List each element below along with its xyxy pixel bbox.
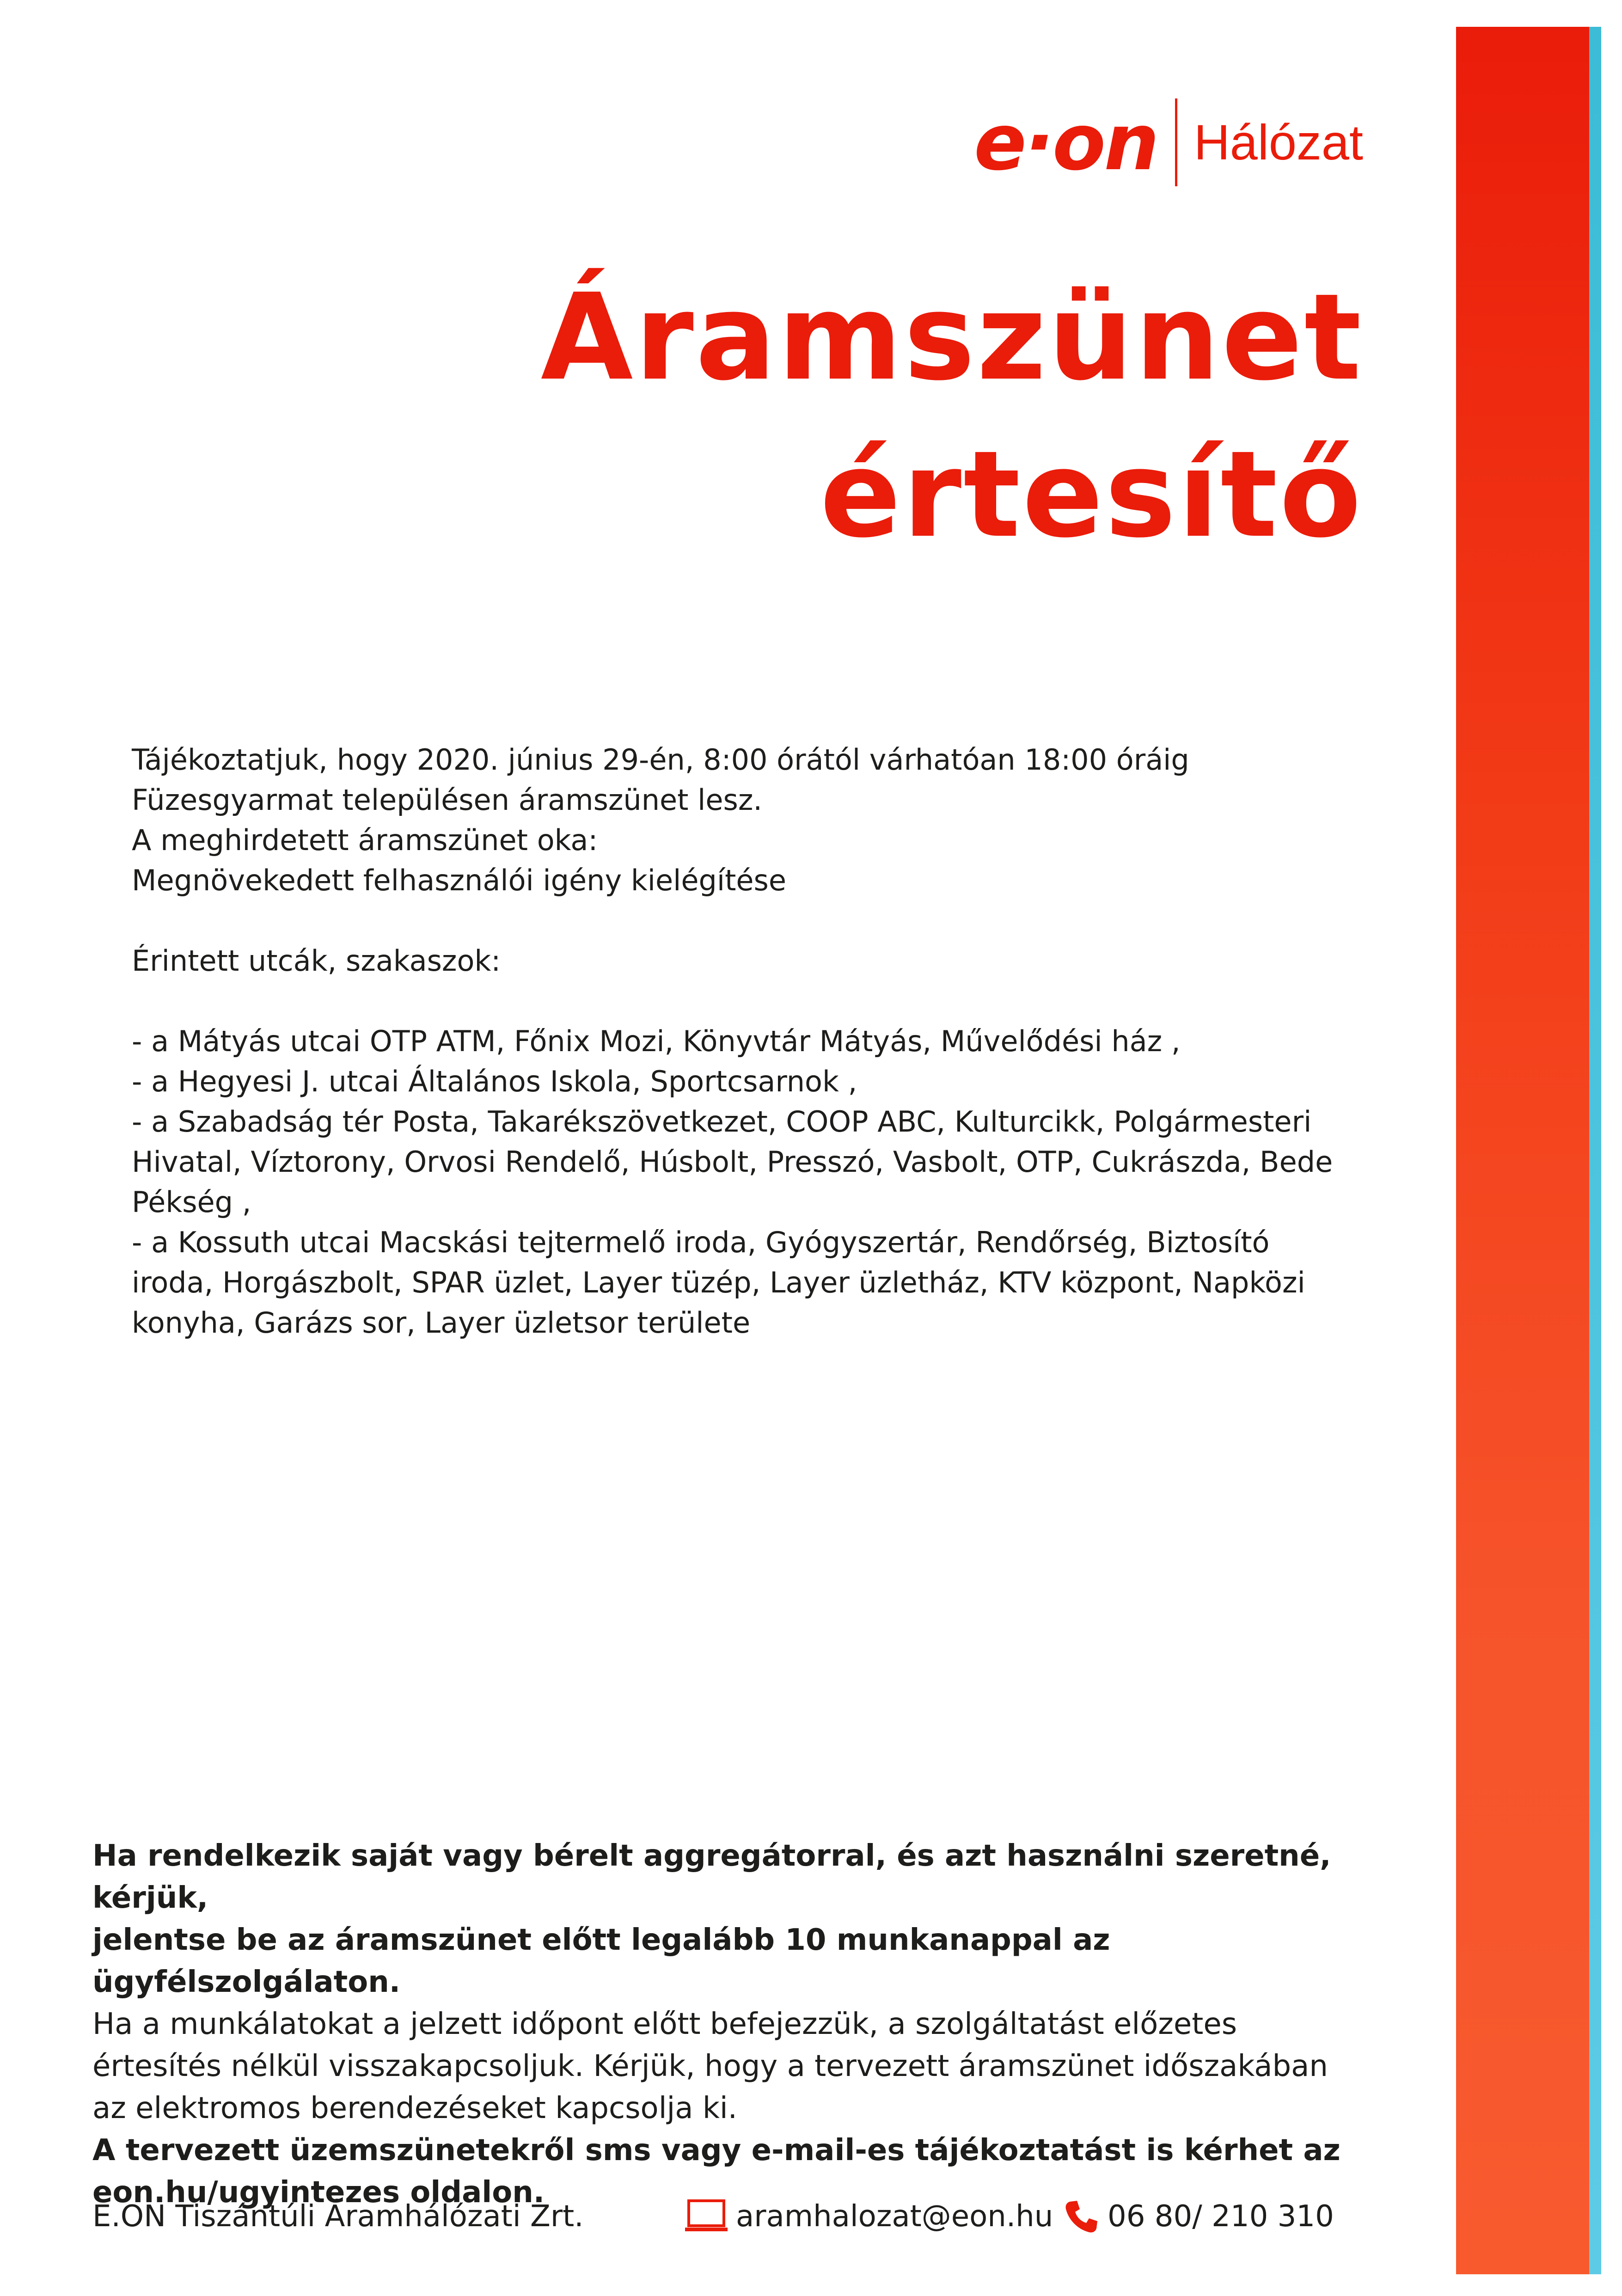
- notice-bold-line: jelentse be az áramszünet előtt legalább 10 munkanappal az ügyfélszolgálaton.: [92, 1923, 1110, 1999]
- notice-line: az elektromos berendezéseket kapcsolja ki.: [92, 2091, 737, 2125]
- street-line: - a Mátyás utcai OTP ATM, Főnix Mozi, Könyvtár Mátyás, Művelődési ház ,: [132, 1024, 1181, 1058]
- title-line-1: Áramszünet: [540, 268, 1363, 407]
- phone-contact[interactable]: [1063, 2191, 1334, 2242]
- spacer: [132, 981, 1343, 1021]
- laptop-icon: [684, 2198, 728, 2235]
- generator-notice: [92, 1835, 1387, 2214]
- phone-number[interactable]: 06 80/ 210 310: [1108, 2199, 1334, 2234]
- notice-line: értesítés nélkül visszakapcsoljuk. Kérjük, hogy a tervezett áramszünet időszakában: [92, 2049, 1328, 2083]
- streets-heading: Érintett utcák, szakaszok:: [132, 944, 501, 978]
- page-title: [541, 259, 1363, 573]
- logo-separator: [1175, 98, 1177, 186]
- intro-line: Tájékoztatjuk, hogy 2020. június 29-én, 8:00 órától várhatóan 18:00 óráig: [132, 743, 1189, 777]
- spacer: [132, 900, 1343, 941]
- street-line: - a Kossuth utcai Macskási tejtermelő iroda, Gyógyszertár, Rendőrség, Biztosító: [132, 1225, 1270, 1259]
- logo-subtitle: Hálózat: [1194, 114, 1363, 170]
- decorative-red-stripe: [1456, 27, 1589, 2274]
- title-line-2: értesítő: [820, 425, 1363, 564]
- decorative-blue-stripe: [1589, 27, 1601, 2274]
- eon-logo-mark: e·on: [974, 97, 1157, 188]
- notice-bold-line: Ha rendelkezik saját vagy bérelt aggregátorral, és azt használni szeretné, kérjük,: [92, 1839, 1331, 1915]
- notice-bold-line: A tervezett üzemszünetekről sms vagy e-mail-es tájékoztatást is kérhet az: [92, 2133, 1340, 2167]
- street-line: Pékség ,: [132, 1185, 251, 1219]
- eon-logo: [974, 96, 1363, 189]
- email-address[interactable]: aramhalozat@eon.hu: [736, 2199, 1053, 2234]
- street-line: - a Hegyesi J. utcai Általános Iskola, Sportcsarnok ,: [132, 1065, 857, 1098]
- intro-line: A meghirdetett áramszünet oka:: [132, 823, 598, 857]
- street-line: Hivatal, Víztorony, Orvosi Rendelő, Húsbolt, Presszó, Vasbolt, OTP, Cukrászda, Bede: [132, 1145, 1333, 1179]
- notice-line: Ha a munkálatokat a jelzett időpont előtt befejezzük, a szolgáltatást előzetes: [92, 2007, 1237, 2041]
- email-contact[interactable]: [684, 2191, 1053, 2242]
- intro-line: Füzesgyarmat településen áramszünet lesz.: [132, 783, 763, 817]
- street-line: iroda, Horgászbolt, SPAR üzlet, Layer tüzép, Layer üzletház, KTV központ, Napközi: [132, 1266, 1305, 1299]
- notice-bold-line: eon.hu/ugyintezes oldalon.: [92, 2175, 545, 2210]
- street-line: - a Szabadság tér Posta, Takarékszövetkezet, COOP ABC, Kulturcikk, Polgármesteri: [132, 1105, 1312, 1139]
- phone-icon: [1063, 2198, 1100, 2235]
- company-name: E.ON Tiszántúli Áramhálózati Zrt.: [92, 2199, 584, 2234]
- street-line: konyha, Garázs sor, Layer üzletsor területe: [132, 1306, 751, 1340]
- footer: [92, 2191, 1364, 2242]
- intro-line: Megnövekedett felhasználói igény kielégítése: [132, 863, 786, 897]
- notice-body: [132, 740, 1343, 1343]
